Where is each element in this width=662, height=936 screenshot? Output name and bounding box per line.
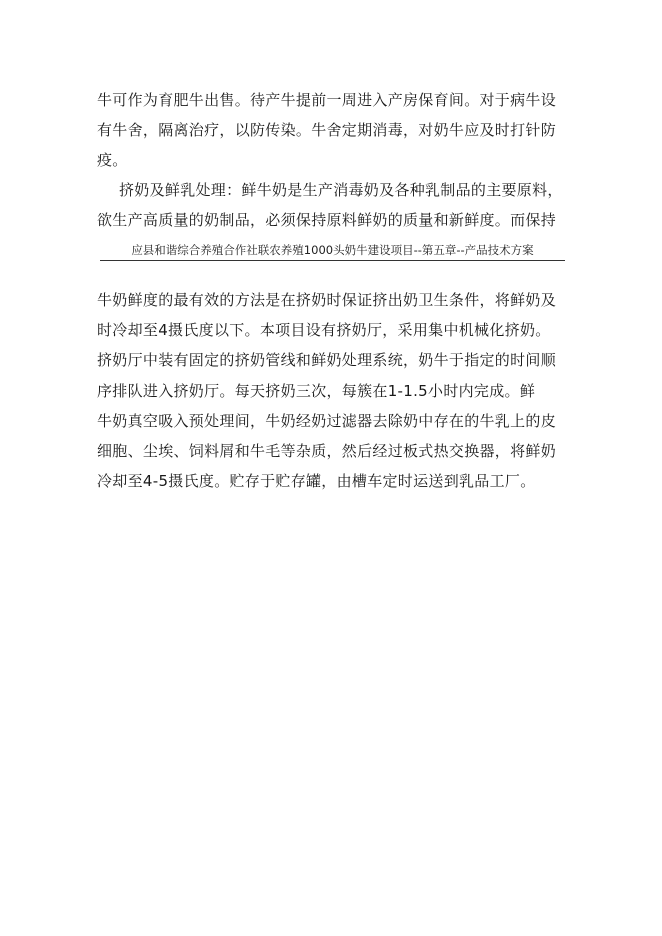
paragraph-line: 欲生产高质量的奶制品，必须保持原料鲜奶的质量和新鲜度。而保持 (97, 211, 557, 229)
header-divider (100, 260, 565, 261)
paragraph-line: 冷却至4-5摄氏度。贮存于贮存罐，由槽车定时运送到乳品工厂。 (97, 472, 536, 490)
paragraph-line: 细胞、尘埃、饲料屑和牛毛等杂质，然后经过板式热交换器，将鲜奶 (97, 442, 557, 460)
paragraph-line: 有牛舍，隔离治疗，以防传染。牛舍定期消毒，对奶牛应及时打针防 (97, 121, 557, 139)
running-header: 应县和谐综合养殖合作社联农养殖1000头奶牛建设项目--第五章--产品技术方案 (131, 243, 534, 257)
paragraph-line: 挤奶厅中装有固定的挤奶管线和鲜奶处理系统，奶牛于指定的时间顺 (97, 351, 557, 369)
paragraph-line: 时冷却至4摄氏度以下。本项目设有挤奶厅，采用集中机械化挤奶。 (97, 321, 551, 339)
paragraph-line: 牛可作为育肥牛出售。待产牛提前一周进入产房保育间。对于病牛设 (97, 91, 557, 109)
paragraph-line: 挤奶及鲜乳处理：鲜牛奶是生产消毒奶及各种乳制品的主要原料， (119, 181, 563, 199)
paragraph-line: 疫。 (97, 151, 128, 169)
paragraph-line: 牛奶真空吸入预处理间，牛奶经奶过滤器去除奶中存在的牛乳上的皮 (97, 412, 557, 430)
paragraph-line: 牛奶鲜度的最有效的方法是在挤奶时保证挤出奶卫生条件，将鲜奶及 (97, 291, 557, 309)
paragraph-line: 序排队进入挤奶厅。每天挤奶三次，每簇在1-1.5小时内完成。鲜 (97, 382, 536, 400)
